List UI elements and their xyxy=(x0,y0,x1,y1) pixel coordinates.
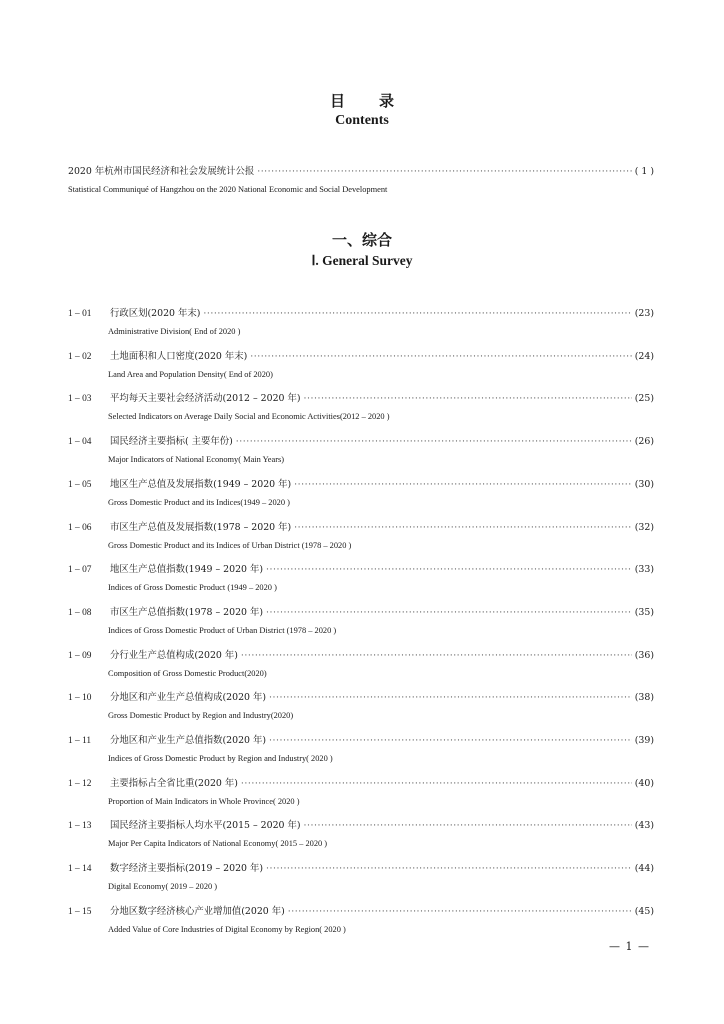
toc-entry[interactable] xyxy=(68,775,654,789)
communique-entry[interactable] xyxy=(68,163,654,177)
leader-dots xyxy=(241,650,632,661)
entry-title-en: Administrative Division( End of 2020 ) xyxy=(108,327,241,336)
communique-title-en: Statistical Communiqué of Hangzhou on the 2020 National Economic and Social Development xyxy=(68,185,388,194)
entry-title-cn: 分地区数字经济核心产业增加值(2020 年) xyxy=(110,905,285,917)
entry-page: (30) xyxy=(634,478,654,490)
toc-entry[interactable] xyxy=(68,732,654,746)
entry-title-cn: 土地面积和人口密度(2020 年末) xyxy=(110,350,248,362)
entry-title-en: Gross Domestic Product by Region and Industry(2020) xyxy=(108,711,294,721)
section-title-en: Ⅰ. General Survey xyxy=(311,253,413,268)
leader-dots xyxy=(241,778,632,789)
entry-title-en: Added Value of Core Industries of Digital Economy by Region( 2020 ) xyxy=(108,924,346,934)
entry-title-cn: 地区生产总值及发展指数(1949 – 2020 年) xyxy=(110,478,292,490)
section-title-cn: 一、综合 xyxy=(331,231,392,249)
leader-dots xyxy=(294,522,632,533)
entry-title-cn: 分地区和产业生产总值指数(2020 年) xyxy=(110,735,267,746)
entry-title-en: Indices of Gross Domestic Product (1949 – 2020 ) xyxy=(108,583,277,593)
entry-page: (43) xyxy=(634,820,654,832)
entry-number: 1 – 11 xyxy=(68,736,92,746)
entry-title-en: Major Indicators of National Economy( Main Years) xyxy=(108,455,285,465)
entry-page: (36) xyxy=(634,649,654,661)
entry-page: (24) xyxy=(634,350,654,362)
entry-title-en: Indices of Gross Domestic Product by Region and Industry( 2020 ) xyxy=(108,754,333,763)
entry-number: 1 – 09 xyxy=(68,650,92,661)
toc-entry[interactable] xyxy=(68,433,654,447)
entry-title-en: Proportion of Main Indicators in Whole Province( 2020 ) xyxy=(108,796,300,806)
toc-entry[interactable] xyxy=(68,348,654,362)
leader-dots xyxy=(288,906,632,917)
entry-title-cn: 主要指标占全省比重(2020 年) xyxy=(110,777,238,789)
page-title-cn xyxy=(0,90,724,111)
entry-title-cn: 数字经济主要指标(2019 – 2020 年) xyxy=(110,863,264,875)
entry-title-cn: 市区生产总值及发展指数(1978 – 2020 年) xyxy=(110,521,292,533)
toc-entry[interactable] xyxy=(68,689,654,703)
entry-title-en: Digital Economy( 2019 – 2020 ) xyxy=(108,882,218,892)
entry-page: (23) xyxy=(634,308,654,319)
leader-dots xyxy=(250,351,631,362)
entry-number: 1 – 05 xyxy=(68,479,92,490)
leader-dots xyxy=(269,692,632,703)
leader-dots xyxy=(294,479,632,490)
leader-dots xyxy=(304,393,632,404)
leader-dots xyxy=(236,436,632,447)
entry-number: 1 – 01 xyxy=(68,309,92,319)
entry-page: (26) xyxy=(634,436,654,448)
entry-number: 1 – 02 xyxy=(68,351,92,362)
toc-entry[interactable] xyxy=(68,476,654,490)
entry-number: 1 – 15 xyxy=(68,906,92,917)
entry-title-en: Composition of Gross Domestic Product(2020) xyxy=(108,668,267,678)
entry-number: 1 – 12 xyxy=(68,778,92,789)
toc-entry[interactable] xyxy=(68,561,654,575)
leader-dots xyxy=(304,820,632,831)
toc-entry[interactable] xyxy=(68,903,654,917)
entry-title-cn: 分行业生产总值构成(2020 年) xyxy=(110,649,238,661)
entry-number: 1 – 10 xyxy=(68,693,92,704)
entry-number: 1 – 03 xyxy=(68,394,92,405)
entry-page: (45) xyxy=(634,905,654,917)
entry-page: (32) xyxy=(634,521,654,533)
entry-title-cn: 地区生产总值指数(1949 – 2020 年) xyxy=(110,564,264,576)
entry-title-cn: 国民经济主要指标( 主要年份) xyxy=(110,436,233,448)
entry-number: 1 – 08 xyxy=(68,607,92,618)
toc-entry[interactable] xyxy=(68,647,654,661)
entry-number: 1 – 13 xyxy=(68,821,92,832)
leader-dots xyxy=(203,308,631,319)
toc-entry[interactable] xyxy=(68,390,654,404)
communique-page: ( 1 ) xyxy=(634,166,654,177)
leader-dots xyxy=(257,166,632,177)
entry-page: (39) xyxy=(634,735,654,746)
entry-number: 1 – 04 xyxy=(68,437,92,448)
entry-number: 1 – 07 xyxy=(68,565,92,576)
toc-entry[interactable] xyxy=(68,519,654,533)
communique-title-cn: 2020 年杭州市国民经济和社会发展统计公报 xyxy=(68,166,255,177)
entry-title-en: Major Per Capita Indicators of National Economy( 2015 – 2020 ) xyxy=(108,839,328,849)
entry-page: (35) xyxy=(634,606,654,618)
entry-title-en: Gross Domestic Product and its Indices of Urban District (1978 – 2020 ) xyxy=(108,540,352,550)
entry-page: (40) xyxy=(634,777,654,789)
entry-page: (33) xyxy=(634,564,654,576)
title-cn-left: 目 xyxy=(329,92,345,110)
entry-title-cn: 国民经济主要指标人均水平(2015 – 2020 年) xyxy=(110,820,301,832)
entry-page: (25) xyxy=(634,393,654,405)
leader-dots xyxy=(266,607,632,618)
entry-title-cn: 分地区和产业生产总值构成(2020 年) xyxy=(110,692,267,704)
toc-entry[interactable] xyxy=(68,305,654,319)
toc-entry[interactable] xyxy=(68,817,654,831)
title-cn-right: 录 xyxy=(379,92,395,110)
toc-entry[interactable] xyxy=(68,604,654,618)
entry-title-en: Gross Domestic Product and its Indices(1949 – 2020 ) xyxy=(108,497,290,507)
entry-title-en: Selected Indicators on Average Daily Social and Economic Activities(2012 – 2020 ) xyxy=(108,412,390,422)
leader-dots xyxy=(266,564,632,575)
entry-title-cn: 平均每天主要社会经济活动(2012 – 2020 年) xyxy=(110,393,301,405)
page-number: — 1 — xyxy=(609,940,650,953)
page-title-en: Contents xyxy=(335,113,389,128)
entry-number: 1 – 06 xyxy=(68,522,92,533)
entry-page: (44) xyxy=(634,863,654,875)
entry-number: 1 – 14 xyxy=(68,864,92,875)
entry-title-cn: 行政区划(2020 年末) xyxy=(110,308,201,319)
leader-dots xyxy=(269,735,632,746)
entry-title-en: Land Area and Population Density( End of 2020) xyxy=(108,369,273,379)
leader-dots xyxy=(266,863,632,874)
entry-page: (38) xyxy=(634,692,654,704)
toc-entry[interactable] xyxy=(68,860,654,874)
entry-title-en: Indices of Gross Domestic Product of Urban District (1978 – 2020 ) xyxy=(108,625,337,635)
entry-title-cn: 市区生产总值指数(1978 – 2020 年) xyxy=(110,606,264,618)
